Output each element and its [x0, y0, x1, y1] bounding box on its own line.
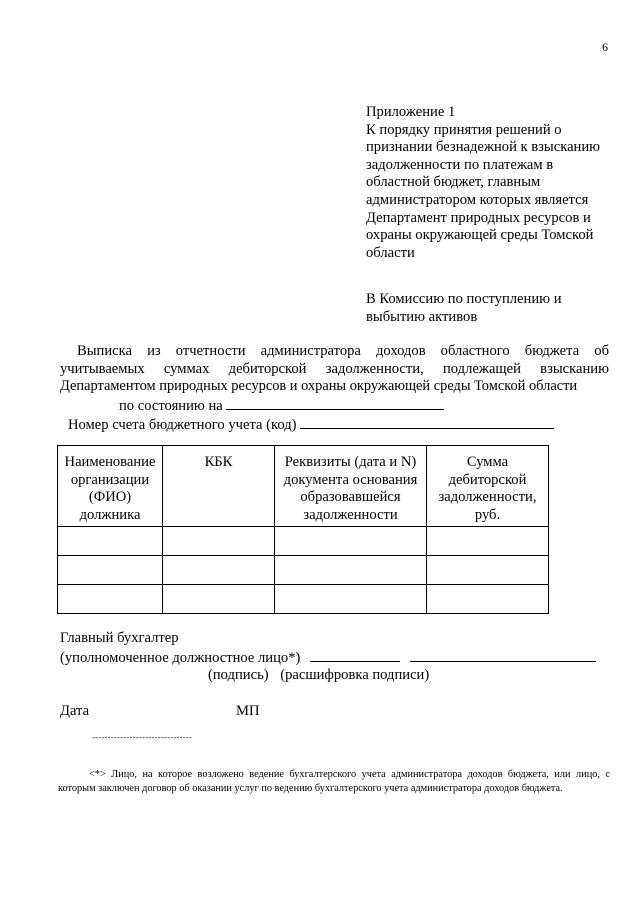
- date-label: Дата: [60, 703, 90, 719]
- appendix-line: администратором которых является: [366, 191, 589, 208]
- statement-line: Департаментом природных ресурсов и охраны окружающей среды Томской области: [60, 378, 578, 395]
- table-cell[interactable]: [163, 556, 275, 585]
- table-cell[interactable]: [427, 585, 549, 614]
- appendix-line: Приложение 1: [366, 104, 456, 120]
- appendix-line: Департамент природных ресурсов и: [366, 209, 591, 226]
- signature-blank[interactable]: [310, 648, 400, 662]
- table-cell[interactable]: [275, 556, 427, 585]
- header-amount: Сумма дебиторской задолженности, руб.: [427, 446, 549, 527]
- addressee-block: [366, 291, 616, 326]
- footnote-separator: --------------------------------: [92, 732, 193, 742]
- table-cell[interactable]: [427, 556, 549, 585]
- appendix-line: признании безнадежной к взысканию: [366, 139, 601, 156]
- appendix-line: К порядку принятия решений о: [366, 121, 562, 138]
- table-cell[interactable]: [275, 527, 427, 556]
- account-blank[interactable]: [300, 415, 554, 429]
- signature-row: [60, 648, 596, 668]
- table-row: [58, 585, 549, 614]
- account-row: [60, 415, 609, 435]
- table-cell[interactable]: [58, 527, 163, 556]
- state-date-row: [60, 396, 609, 416]
- table-cell[interactable]: [58, 556, 163, 585]
- stamp-label: МП: [236, 703, 260, 719]
- page-number: 6: [602, 40, 608, 54]
- statement-line: учитываемых суммах дебиторской задолженности, подлежащей взысканию: [60, 360, 609, 377]
- table-row: [58, 527, 549, 556]
- decode-caption: (расшифровка подписи): [280, 667, 430, 684]
- signature-block: [60, 630, 596, 685]
- table-cell[interactable]: [275, 585, 427, 614]
- table-header-row: [58, 446, 549, 527]
- state-date-blank[interactable]: [226, 396, 444, 410]
- table-cell[interactable]: [163, 585, 275, 614]
- appendix-line: области: [366, 244, 415, 261]
- header-document: Реквизиты (дата и N) документа основания образовавшейся задолженности: [275, 446, 427, 527]
- statement-line: Выписка из отчетности администратора доходов областного бюджета об: [77, 343, 609, 359]
- account-label: Номер счета бюджетного учета (код): [68, 417, 297, 434]
- table-row: [58, 556, 549, 585]
- signature-subtitle: (уполномоченное должностное лицо*): [60, 649, 301, 666]
- appendix-line: задолженности по платежам в: [366, 156, 554, 173]
- signature-title: Главный бухгалтер: [60, 630, 179, 646]
- header-kbk: КБК: [163, 446, 275, 527]
- table-cell[interactable]: [427, 527, 549, 556]
- appendix-block: [366, 104, 616, 262]
- addressee-line: В Комиссию по поступлению и: [366, 291, 562, 307]
- addressee-line: выбытию активов: [366, 308, 478, 325]
- footnote: <*> Лицо, на которое возложено ведение бухгалтерского учета администратора доходов бюджета, или лицо, с которым заключен договор об оказании услуг по ведению бухгалтерского учета администратора доходов бюджета.: [58, 769, 610, 795]
- signature-caption: (подпись): [208, 667, 269, 684]
- table-cell[interactable]: [58, 585, 163, 614]
- signature-captions: [60, 667, 596, 685]
- debt-table: [57, 445, 549, 614]
- state-date-label: по состоянию на: [119, 397, 223, 414]
- table-cell[interactable]: [163, 527, 275, 556]
- appendix-line: охраны окружающей среды Томской: [366, 227, 594, 244]
- header-debtor: Наименование организации (ФИО) должника: [58, 446, 163, 527]
- signature-decode-blank[interactable]: [410, 648, 596, 662]
- appendix-line: областной бюджет, главным: [366, 174, 541, 191]
- statement-title: [60, 343, 609, 435]
